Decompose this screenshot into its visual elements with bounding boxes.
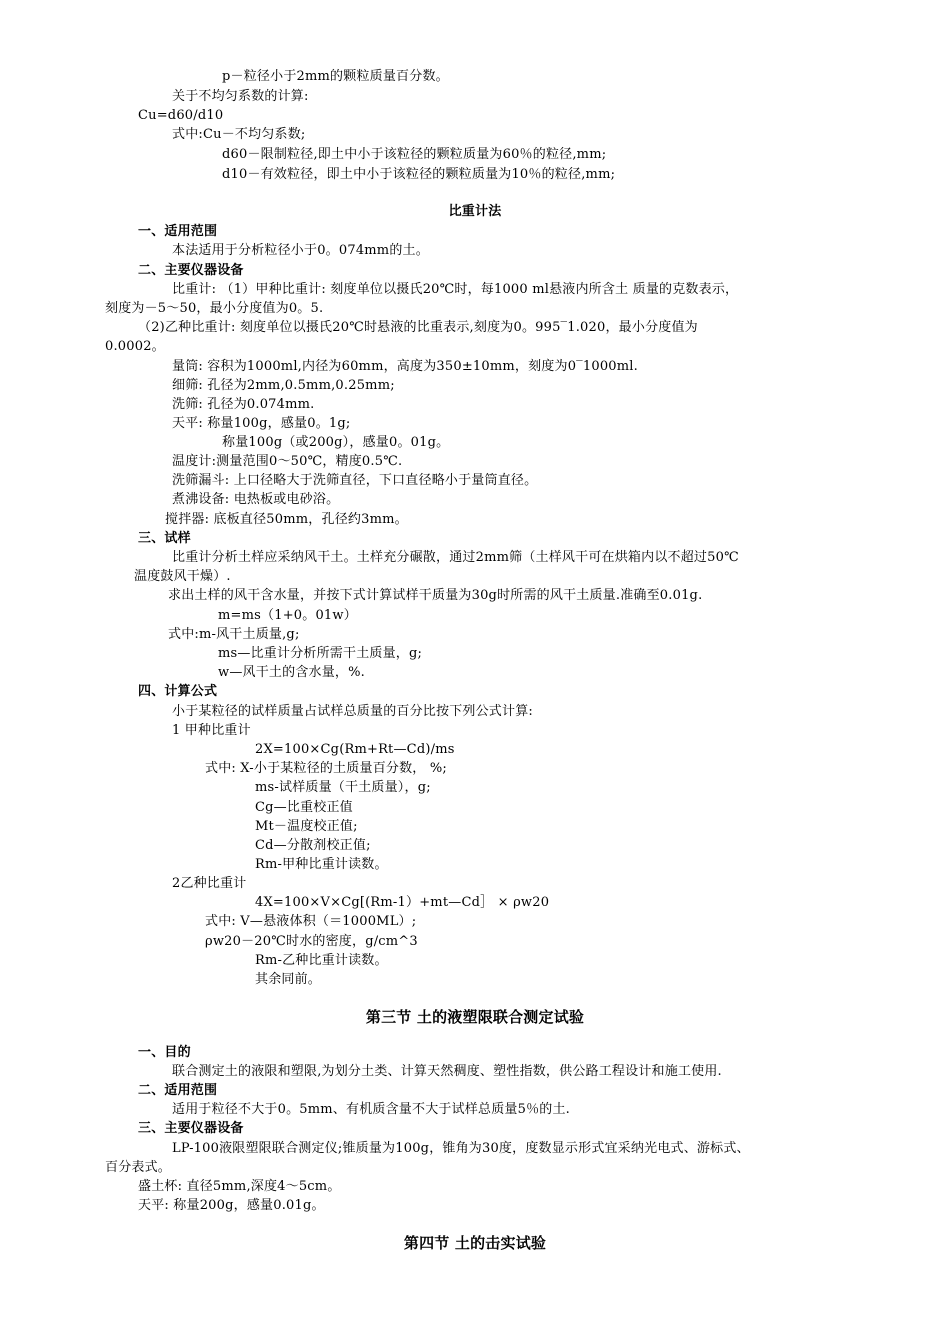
text-line: Mt－温度校正值; (255, 819, 358, 834)
subheading: 二、适用范围 (138, 1083, 218, 1098)
text-line: 天平: 称量100g，感量0。1g; (172, 416, 351, 431)
text-line: 关于不均匀系数的计算: (172, 89, 309, 104)
section-title: 第三节 土的液塑限联合测定试验 (365, 1008, 585, 1026)
text-line: 洗筛漏斗: 上口径略大于洗筛直径，下口直径略小于量筒直径。 (172, 473, 538, 488)
text-line: 百分表式。 (105, 1160, 172, 1175)
text-line: 小于某粒径的试样质量占试样总质量的百分比按下列公式计算: (172, 704, 533, 719)
text-line: 称量100g（或200g），感量0。01g。 (222, 435, 450, 450)
text-line: ms—比重计分析所需干土质量，g; (218, 646, 423, 661)
text-line: 洗筛: 孔径为0.074mm. (172, 397, 315, 412)
text-line: 本法适用于分析粒径小于0。074mm的土。 (172, 243, 429, 258)
text-line: 0.0002。 (105, 339, 165, 354)
section-title: 比重计法 (448, 204, 502, 219)
text-line: Rm-甲种比重计读数。 (255, 857, 388, 872)
text-line: 1 甲种比重计 (172, 723, 251, 738)
text-line: 比重计: （1）甲种比重计: 刻度单位以摄氏20℃时，每1000 ml悬液内所含土 质量的克数表示， (172, 282, 739, 297)
text-line: 刻度为－5～50，最小分度值为0。5. (105, 301, 324, 316)
subheading: 一、适用范围 (138, 224, 218, 239)
subheading: 三、试样 (138, 531, 191, 546)
text-line: 联合测定土的液限和塑限,为划分土类、计算天然稠度、塑性指数，供公路工程设计和施工使用. (172, 1064, 722, 1079)
formula: m=ms（1+0。01w） (218, 608, 357, 623)
text-line: 盛土杯: 直径5mm,深度4～5cm。 (138, 1179, 341, 1194)
text-line: 求出土样的风干含水量，并按下式计算试样干质量为30g时所需的风干土质量.准确至0.01g. (168, 588, 703, 603)
text-line: 比重计分析土样应采纳风干土。土样充分碾散，通过2mm筛（土样风干可在烘箱内以不超过50℃ (172, 550, 739, 565)
text-line: d10－有效粒径，即土中小于该粒径的颗粒质量为10％的粒径,mm; (222, 167, 616, 182)
text-line: 量筒: 容积为1000ml,内径为60mm，高度为350±10mm，刻度为0‾1000ml. (172, 359, 638, 374)
text-line: 温度鼓风干燥）. (134, 569, 231, 584)
text-line: 式中: V—悬液体积（＝1000ML）; (205, 914, 417, 929)
text-line: 温度计:测量范围0～50℃，精度0.5℃. (172, 454, 403, 469)
text-line: LP-100液限塑限联合测定仪;锥质量为100g，锥角为30度，度数显示形式宜采纳光电式、游标式、 (172, 1141, 750, 1156)
text-line: d60－限制粒径,即土中小于该粒径的颗粒质量为60％的粒径,mm; (222, 147, 607, 162)
text-line: p－粒径小于2mm的颗粒质量百分数。 (222, 69, 449, 84)
text-line: 式中: X-小于某粒径的土质量百分数， %; (205, 761, 447, 776)
subheading: 一、目的 (138, 1045, 191, 1060)
text-line: 2乙种比重计 (172, 876, 247, 891)
text-line: 细筛: 孔径为2mm,0.5mm,0.25mm; (172, 378, 395, 393)
text-line: 式中:m-风干土质量,g; (168, 627, 300, 642)
text-line: （2)乙种比重计: 刻度单位以摄氏20℃时悬液的比重表示,刻度为0。995‾1.020，最小分度值为 (138, 320, 698, 335)
text-line: Cg—比重校正值 (255, 800, 353, 815)
text-line: 式中:Cu－不均匀系数; (172, 127, 306, 142)
subheading: 四、计算公式 (138, 684, 218, 699)
text-line: ρw20－20℃时水的密度，g/cm^3 (205, 934, 418, 949)
formula: 4X=100×V×Cg[(Rm-1）+mt—Cd］ × ρw20 (255, 895, 550, 910)
subheading: 三、主要仪器设备 (138, 1121, 244, 1136)
text-line: 适用于粒径不大于0。5mm、有机质含量不大于试样总质量5％的土. (172, 1102, 570, 1117)
subheading: 二、主要仪器设备 (138, 263, 244, 278)
text-line: 搅拌器: 底板直径50mm，孔径约3mm。 (165, 512, 408, 527)
text-line: Cd—分散剂校正值; (255, 838, 371, 853)
text-line: Cu=d60/d10 (138, 108, 224, 123)
text-line: ms-试样质量（干土质量），g; (255, 780, 431, 795)
formula: 2X=100×Cg(Rm+Rt—Cd)/ms (255, 742, 455, 757)
section-title: 第四节 土的击实试验 (403, 1234, 547, 1252)
text-line: 其余同前。 (255, 972, 322, 987)
text-line: w—风干土的含水量，%. (218, 665, 366, 680)
text-line: Rm-乙种比重计读数。 (255, 953, 388, 968)
text-line: 天平: 称量200g，感量0.01g。 (138, 1198, 325, 1213)
text-line: 煮沸设备: 电热板或电砂浴。 (172, 492, 340, 507)
